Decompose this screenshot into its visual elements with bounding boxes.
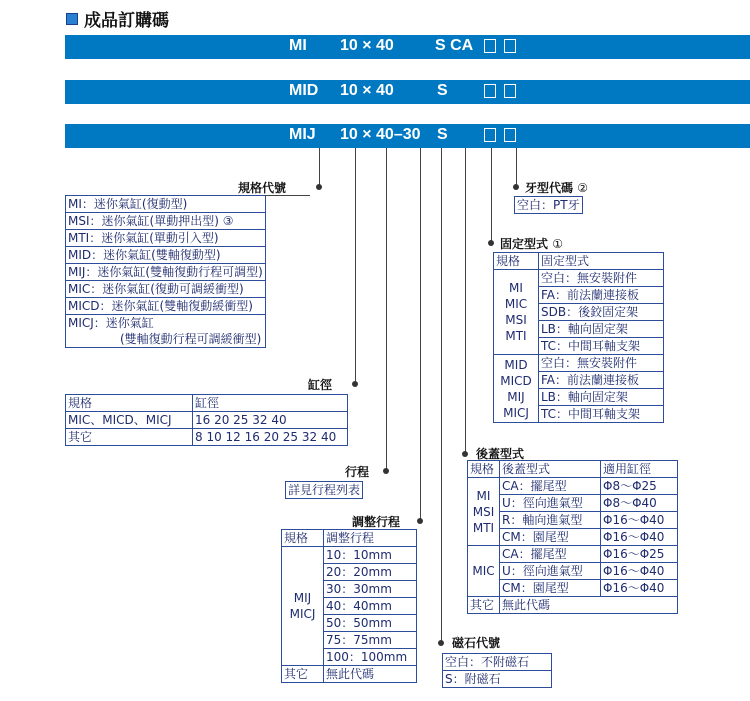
- adj-value: 20：20mm: [324, 564, 417, 581]
- mount-item: 空白：無安裝附件: [539, 355, 664, 372]
- rear-type: U：徑向進氣型: [500, 563, 601, 580]
- code-size: 10 × 40: [340, 82, 394, 99]
- mount-note: ①: [552, 237, 563, 251]
- spec-code-heading: 規格代號: [238, 181, 287, 195]
- bore-row-spec: 其它: [66, 429, 193, 446]
- bore-table: [65, 394, 348, 446]
- mount-item: FA：前法蘭連接板: [539, 372, 664, 389]
- adj-value: 100：100mm: [324, 649, 417, 666]
- code-model: MID: [289, 82, 319, 99]
- leader-stroke: [386, 148, 387, 471]
- adj-value: 40：40mm: [324, 598, 417, 615]
- mount-table: [493, 252, 664, 423]
- rear-bore: Φ8～Φ25: [601, 478, 678, 495]
- mount-item: LB：軸向固定架: [539, 321, 664, 338]
- magnet-heading: 磁石代號: [452, 636, 501, 650]
- leader-mount: [491, 148, 492, 244]
- spec-item-line: (雙軸復動行程可調緩衝型): [120, 332, 262, 346]
- thread-heading-text: 牙型代碼: [525, 181, 574, 195]
- mount-item: TC：中間耳軸支架: [539, 406, 664, 423]
- mount-group-1: MI MIC MSI MTI: [494, 270, 539, 355]
- rear-type: CA：擺尾型: [500, 546, 601, 563]
- spec-item-line: MICJ：迷你氣缸: [68, 316, 154, 330]
- adj-other-value: 無此代碼: [324, 666, 417, 683]
- bullet-dot: [438, 640, 444, 646]
- magnet-item: 空白：不附磁石: [443, 654, 552, 671]
- bullet-dot: [352, 381, 358, 387]
- spec-item: MID：迷你氣缸(雙軸復動型): [66, 247, 266, 264]
- code-box-1: [484, 84, 496, 98]
- spec-item: MTI：迷你氣缸(單動引入型): [66, 230, 266, 247]
- code-band-3: [65, 124, 750, 148]
- bore-header-spec: 規格: [66, 395, 193, 412]
- adj-stroke-table: [281, 529, 417, 683]
- adj-value: 75：75mm: [324, 632, 417, 649]
- code-model: MIJ: [289, 126, 316, 143]
- bore-row-value: 8 10 12 16 20 25 32 40: [193, 429, 348, 446]
- rear-type: U：徑向進氣型: [500, 495, 601, 512]
- mount-item: LB：軸向固定架: [539, 389, 664, 406]
- mount-item: TC：中間耳軸支架: [539, 338, 664, 355]
- code-box-2: [504, 84, 516, 98]
- mount-header-type: 固定型式: [539, 253, 664, 270]
- stroke-box: [285, 481, 363, 499]
- adj-other-spec: 其它: [282, 666, 324, 683]
- code-suffix: S CA: [435, 37, 474, 54]
- rear-bore: Φ16～Φ40: [601, 529, 678, 546]
- rear-bore: Φ8～Φ40: [601, 495, 678, 512]
- code-band-2: [65, 80, 750, 104]
- bullet-dot: [383, 468, 389, 474]
- thread-heading: [525, 179, 588, 196]
- magnet-table: [442, 653, 552, 688]
- bore-row-value: 16 20 25 32 40: [193, 412, 348, 429]
- mount-heading: [500, 235, 563, 252]
- rear-cover-heading: 後蓋型式: [476, 447, 525, 461]
- leader-rear: [465, 148, 466, 456]
- mount-header-spec: 規格: [494, 253, 539, 270]
- rear-other-spec: 其它: [468, 597, 500, 614]
- code-size: 10 × 40–30: [340, 126, 421, 143]
- leader-magnet: [441, 148, 442, 645]
- code-suffix: S: [437, 82, 448, 99]
- code-box-1: [484, 39, 496, 53]
- mount-group-2: MID MICD MIJ MICJ: [494, 355, 539, 423]
- bore-row-spec: MIC、MICD、MICJ: [66, 412, 193, 429]
- rear-group-1: MI MSI MTI: [468, 478, 500, 546]
- rear-bore: Φ16～Φ40: [601, 580, 678, 597]
- thread-box: [514, 196, 583, 214]
- leader-adj: [420, 148, 421, 523]
- leader-thread: [516, 148, 517, 188]
- code-band-1: [65, 35, 750, 59]
- mount-item: SDB：後鉸固定架: [539, 304, 664, 321]
- rear-other-value: 無此代碼: [500, 597, 678, 614]
- leader-spec: [319, 148, 320, 188]
- mount-item: 空白：無安裝附件: [539, 270, 664, 287]
- rear-header-bore: 適用缸徑: [601, 461, 678, 478]
- code-size: 10 × 40: [340, 37, 394, 54]
- rear-type: CA：擺尾型: [500, 478, 601, 495]
- rear-group-2: MIC: [468, 546, 500, 597]
- code-suffix: S: [437, 126, 448, 143]
- square-bullet-icon: [66, 13, 78, 25]
- spec-item: MSI：迷你氣缸(單動押出型) ③: [66, 213, 266, 230]
- rear-bore: Φ16～Φ25: [601, 546, 678, 563]
- adj-value: 50：50mm: [324, 615, 417, 632]
- rear-type: CM：園尾型: [500, 529, 601, 546]
- spec-code-list: [65, 195, 266, 348]
- adj-header-spec: 規格: [282, 530, 324, 547]
- adj-header-value: 調整行程: [324, 530, 417, 547]
- page-title: [66, 6, 169, 31]
- rear-type: R：軸向進氣型: [500, 512, 601, 529]
- code-box-1: [484, 128, 496, 142]
- code-box-2: [504, 39, 516, 53]
- code-model: MI: [289, 37, 307, 54]
- thread-value: 空白：PT牙: [515, 197, 583, 214]
- thread-note: ②: [577, 181, 588, 195]
- rear-cover-table: [467, 460, 678, 614]
- rear-header-spec: 規格: [468, 461, 500, 478]
- stroke-heading: 行程: [345, 465, 370, 479]
- adj-value: 10：10mm: [324, 547, 417, 564]
- rear-header-type: 後蓋型式: [500, 461, 601, 478]
- adj-value: 30：30mm: [324, 581, 417, 598]
- bullet-dot: [513, 184, 519, 190]
- bullet-dot: [316, 184, 322, 190]
- spec-item: MIJ：迷你氣缸(雙軸復動行程可調型): [66, 264, 266, 281]
- magnet-item: S：附磁石: [443, 671, 552, 688]
- bullet-dot: [462, 451, 468, 457]
- bullet-dot: [488, 240, 494, 246]
- rear-bore: Φ16～Φ40: [601, 563, 678, 580]
- spec-item: MI：迷你氣缸(復動型): [66, 196, 266, 213]
- spec-item: [66, 315, 266, 348]
- bore-heading: 缸徑: [308, 378, 333, 392]
- leader-bore: [355, 148, 356, 386]
- stroke-value: 詳見行程列表: [286, 482, 363, 499]
- adj-group: MIJ MICJ: [282, 547, 324, 666]
- rear-type: CM：園尾型: [500, 580, 601, 597]
- mount-heading-text: 固定型式: [500, 237, 549, 251]
- spec-item: MIC：迷你氣缸(復動可調緩衝型): [66, 281, 266, 298]
- code-box-2: [504, 128, 516, 142]
- bore-header-bore: 缸徑: [193, 395, 348, 412]
- page-title-text: 成品訂購碼: [84, 11, 169, 31]
- bullet-dot: [417, 518, 423, 524]
- mount-item: FA：前法蘭連接板: [539, 287, 664, 304]
- rear-bore: Φ16～Φ40: [601, 512, 678, 529]
- spec-item: MICD：迷你氣缸(雙軸復動緩衝型): [66, 298, 266, 315]
- adj-stroke-heading: 調整行程: [352, 515, 401, 529]
